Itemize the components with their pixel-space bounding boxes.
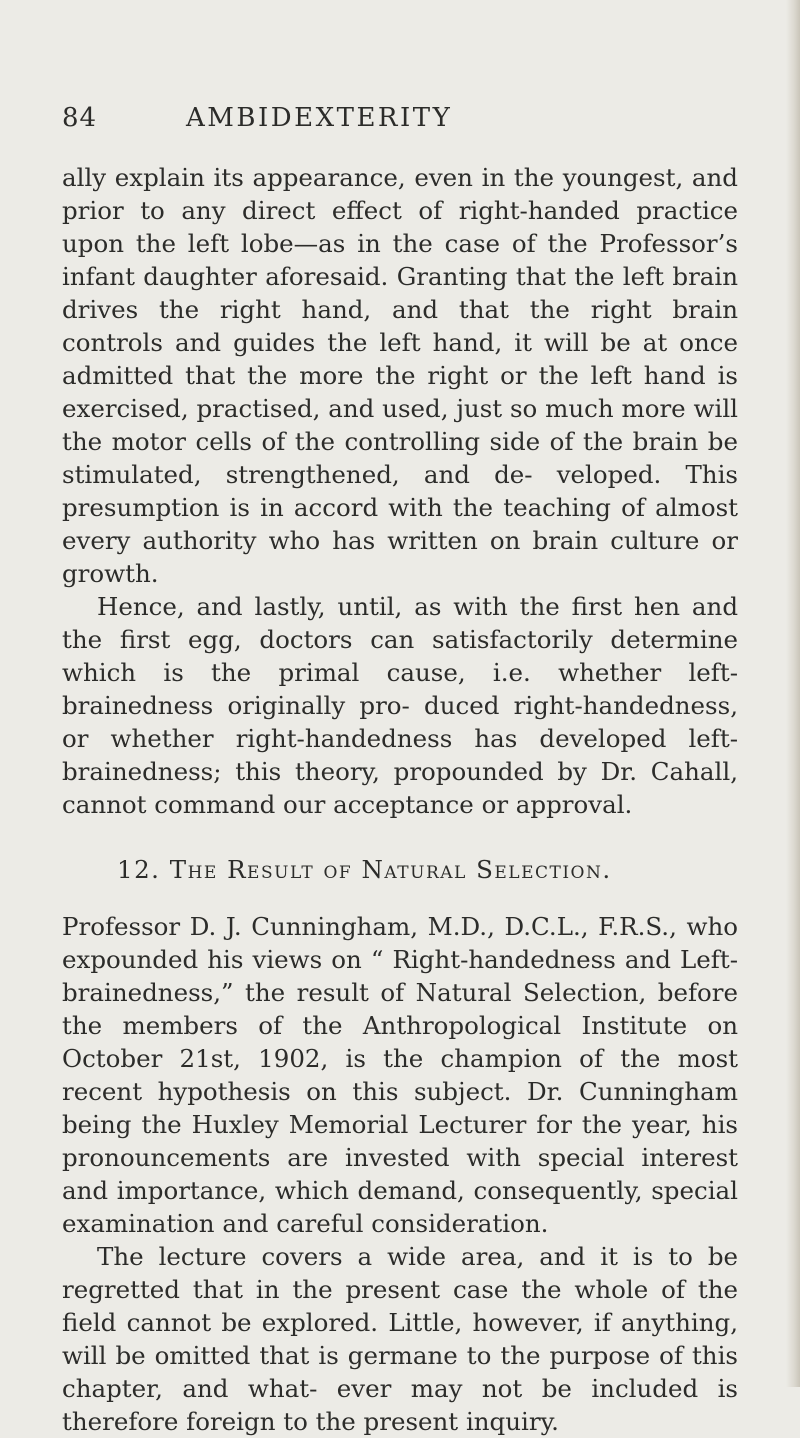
paragraph-lecture: The lecture covers a wide area, and it is to be regretted that in the present case the whole of the field cannot be explored. Little, however, if anything, will be omitted that is germane to the purpose of this chapter, and what- ever may not be included is therefore foreign to the present inquiry.	[62, 1242, 738, 1436]
page-edge-shadow	[786, 0, 800, 1387]
paragraph-professor: Professor D. J. Cunningham, M.D., D.C.L., F.R.S., who expounded his views on “ Right-handedness and Left-brainedness,” the result of Natural Selection, before the members of the Anthropological Institute on October 21st, 1902, is the champion of the most recent hypothesis on this subject. Dr. Cunningham being the Huxley Memorial Lecturer for the year, his pronouncements are invested with special interest and importance, which demand, consequently, special examination and careful consideration.	[62, 912, 738, 1238]
page-number: 84	[62, 103, 98, 133]
paragraph-continuation: ally explain its appearance, even in the youngest, and prior to any direct effect of right-handed practice upon the left lobe—as in the case of the Professor’s infant daughter aforesaid. Granting that the left brain drives the right hand, and that the right brain controls and guides the left hand, it will be at once admitted that the more the right or the left hand is exercised, practised, and used, just so much more will the motor cells of the controlling side of the brain be stimulated, strengthened, and de- veloped. This presumption is in accord with the teaching of almost every authority who has written on brain culture or growth.	[62, 163, 738, 588]
section-heading: 12. The Result of Natural Selection.	[117, 855, 612, 884]
body-text	[62, 161, 738, 1438]
running-title: AMBIDEXTERITY	[186, 103, 453, 133]
page-header	[62, 103, 738, 143]
paragraph-hence: Hence, and lastly, until, as with the first hen and the first egg, doctors can satisfactorily determine which is the primal cause, i.e. whether left-brainedness originally pro- duced right-handedness, or whether right-handedness has developed left-brainedness; this theory, propounded by Dr. Cahall, cannot command our acceptance or approval.	[62, 592, 738, 819]
